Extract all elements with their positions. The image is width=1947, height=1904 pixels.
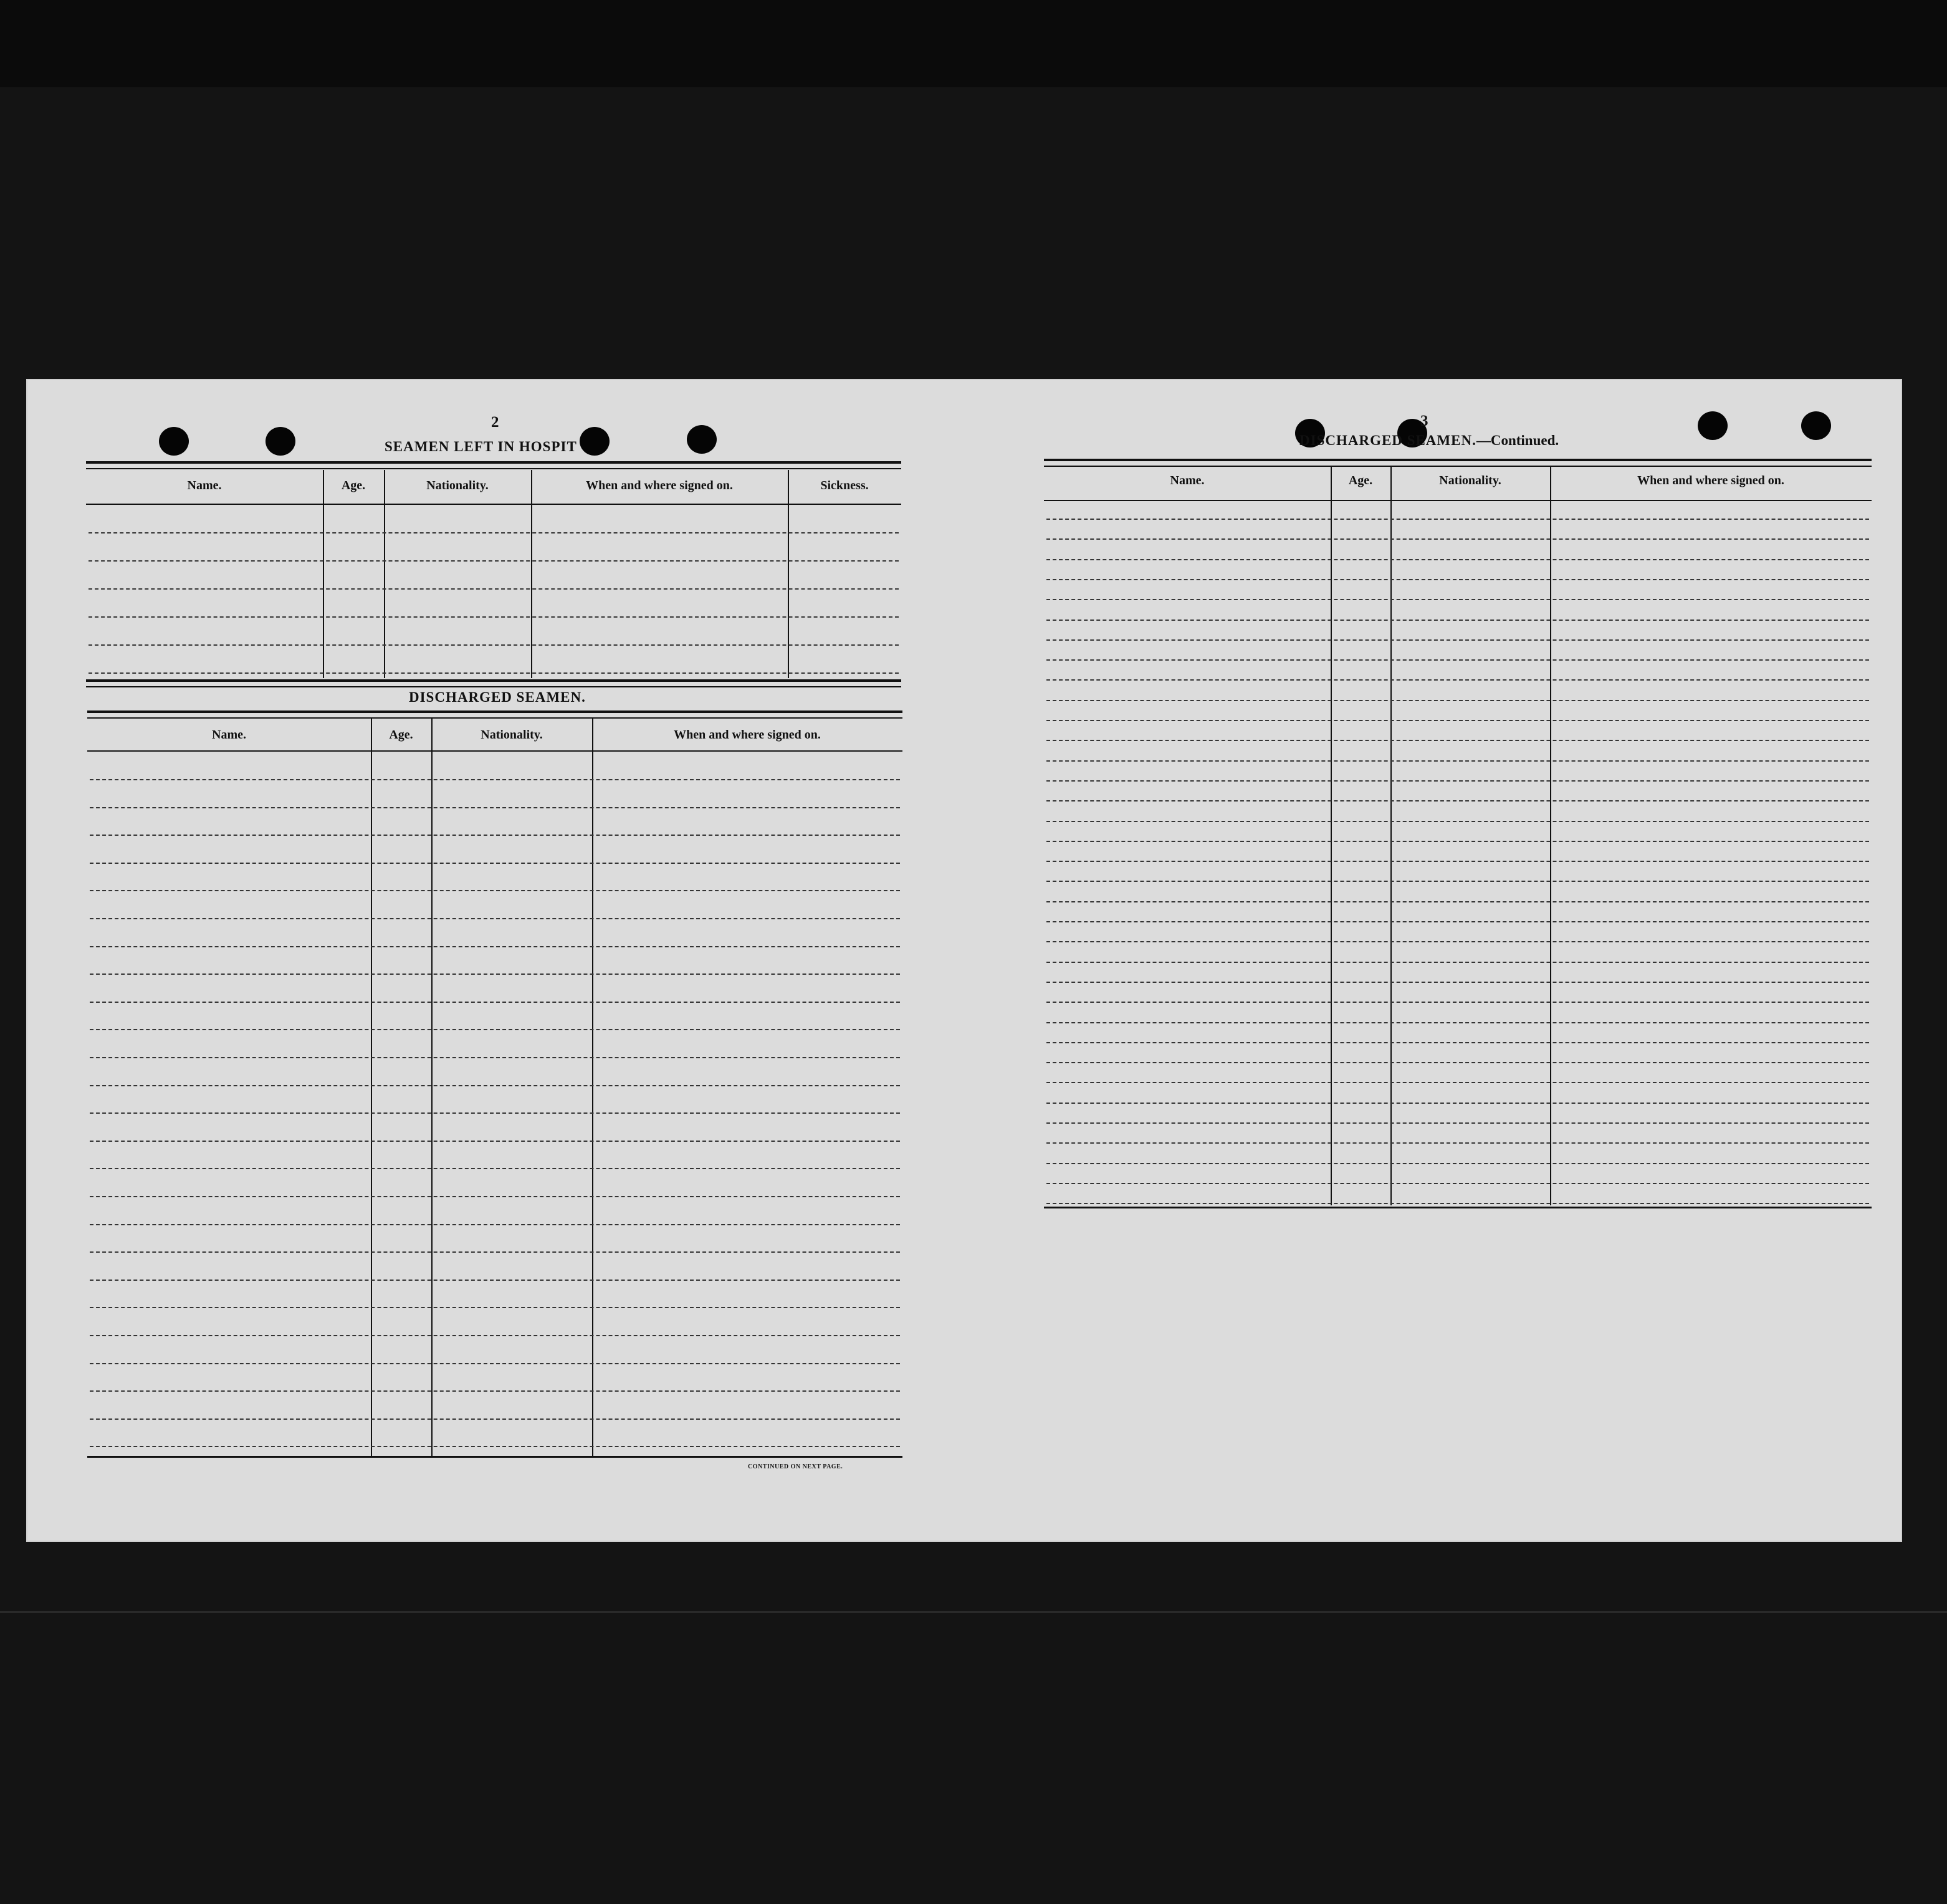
table-row xyxy=(1046,800,1869,801)
punch-hole xyxy=(1698,411,1728,440)
section-title-main: DISCHARGED SEAMEN. xyxy=(1299,433,1476,448)
hospital-table xyxy=(86,461,901,687)
table-row xyxy=(90,1057,900,1058)
table-row xyxy=(1046,941,1869,942)
header-bottom-rule xyxy=(86,504,901,505)
table-row xyxy=(1046,559,1869,560)
table-row xyxy=(90,918,900,919)
column-header-nationality: Nationality. xyxy=(426,479,489,492)
table-row xyxy=(88,616,899,618)
table-row xyxy=(1046,1183,1869,1184)
column-divider xyxy=(531,470,532,678)
discharged-section-title: DISCHARGED SEAMEN. xyxy=(409,689,586,705)
table-row xyxy=(90,1002,900,1003)
register-sheet xyxy=(26,379,1902,1542)
column-divider xyxy=(1331,466,1332,1205)
discharged-table xyxy=(87,710,902,1452)
column-divider xyxy=(788,470,789,678)
header-bottom-rule xyxy=(1044,500,1872,501)
table-row xyxy=(90,1446,900,1447)
table-row xyxy=(90,863,900,864)
table-top-rule xyxy=(87,710,902,719)
table-row xyxy=(88,672,899,674)
column-divider xyxy=(323,470,324,678)
column-divider xyxy=(384,470,385,678)
discharged-continued-title xyxy=(1299,433,1559,449)
table-row xyxy=(1046,1002,1869,1003)
table-row xyxy=(90,807,900,808)
table-row xyxy=(1046,538,1869,540)
table-row xyxy=(1046,1062,1869,1063)
table-row xyxy=(90,1196,900,1197)
column-header-age: Age. xyxy=(1348,474,1373,487)
table-row xyxy=(90,1112,900,1114)
table-row xyxy=(90,1280,900,1281)
table-row xyxy=(88,560,899,562)
table-row xyxy=(90,1141,900,1142)
column-header-signed-on: When and where signed on. xyxy=(674,728,821,742)
table-row xyxy=(88,588,899,590)
punch-hole xyxy=(1801,411,1831,440)
table-row xyxy=(1046,1082,1869,1083)
table-row xyxy=(90,946,900,947)
discharged-continued-table xyxy=(1044,459,1872,1210)
table-row xyxy=(90,1029,900,1030)
table-row xyxy=(1046,639,1869,641)
column-divider xyxy=(1550,466,1551,1205)
table-top-rule xyxy=(86,461,901,469)
column-header-nationality: Nationality. xyxy=(481,728,543,742)
table-row xyxy=(1046,1142,1869,1144)
column-header-name: Name. xyxy=(1170,474,1205,487)
table-row xyxy=(1046,861,1869,862)
table-row xyxy=(90,779,900,780)
page-number: 3 xyxy=(1420,413,1428,429)
table-top-rule xyxy=(1044,459,1872,467)
table-row xyxy=(90,835,900,836)
header-bottom-rule xyxy=(87,750,902,752)
column-divider xyxy=(371,718,372,1457)
table-bottom-rule xyxy=(87,1456,902,1458)
table-row xyxy=(90,1085,900,1086)
table-row xyxy=(1046,1042,1869,1043)
table-row xyxy=(1046,720,1869,721)
table-bottom-rule xyxy=(1044,1207,1872,1208)
column-header-age: Age. xyxy=(389,728,413,742)
column-header-signed-on: When and where signed on. xyxy=(586,479,733,492)
left-page xyxy=(26,379,961,1542)
column-header-name: Name. xyxy=(187,479,222,492)
column-header-sickness: Sickness. xyxy=(820,479,869,492)
table-row xyxy=(1046,901,1869,902)
table-row xyxy=(90,1390,900,1392)
right-page xyxy=(961,379,1902,1542)
column-divider xyxy=(1390,466,1392,1205)
table-row xyxy=(1046,599,1869,600)
table-row xyxy=(1046,1022,1869,1023)
table-bottom-rule xyxy=(86,679,901,687)
column-divider xyxy=(431,718,433,1457)
table-row xyxy=(1046,1163,1869,1164)
table-row xyxy=(1046,982,1869,983)
table-row xyxy=(90,1363,900,1364)
column-header-name: Name. xyxy=(212,728,246,742)
column-divider xyxy=(592,718,593,1457)
table-row xyxy=(1046,659,1869,661)
column-header-nationality: Nationality. xyxy=(1439,474,1501,487)
table-row xyxy=(1046,1103,1869,1104)
table-row xyxy=(1046,679,1869,681)
table-row xyxy=(90,890,900,891)
table-row xyxy=(90,1251,900,1253)
punch-hole xyxy=(687,425,717,454)
table-row xyxy=(1046,841,1869,842)
table-row xyxy=(1046,1203,1869,1204)
table-row xyxy=(1046,780,1869,782)
table-row xyxy=(90,1224,900,1225)
punch-hole xyxy=(159,427,189,456)
scanner-seam xyxy=(0,1611,1947,1613)
column-header-signed-on: When and where signed on. xyxy=(1637,474,1784,487)
table-row xyxy=(1046,1122,1869,1124)
punch-hole xyxy=(266,427,295,456)
punch-hole xyxy=(580,427,610,456)
table-row xyxy=(1046,881,1869,882)
table-row xyxy=(90,1168,900,1169)
table-row xyxy=(1046,700,1869,701)
continued-note: CONTINUED ON NEXT PAGE. xyxy=(748,1463,843,1470)
scanner-top-band xyxy=(0,0,1947,87)
table-row xyxy=(88,532,899,533)
table-row xyxy=(1046,740,1869,741)
table-row xyxy=(1046,760,1869,762)
hospital-section-title: SEAMEN LEFT IN HOSPIT xyxy=(385,439,577,454)
page-number: 2 xyxy=(491,414,499,431)
table-row xyxy=(90,974,900,975)
table-row xyxy=(90,1418,900,1420)
column-header-age: Age. xyxy=(341,479,366,492)
table-row xyxy=(1046,620,1869,621)
section-title-suffix: —Continued. xyxy=(1476,433,1559,448)
table-row xyxy=(1046,962,1869,963)
table-row xyxy=(90,1335,900,1336)
table-row xyxy=(1046,579,1869,580)
table-row xyxy=(1046,921,1869,922)
table-row xyxy=(90,1307,900,1308)
table-row xyxy=(1046,519,1869,520)
table-row xyxy=(88,644,899,646)
table-row xyxy=(1046,821,1869,822)
